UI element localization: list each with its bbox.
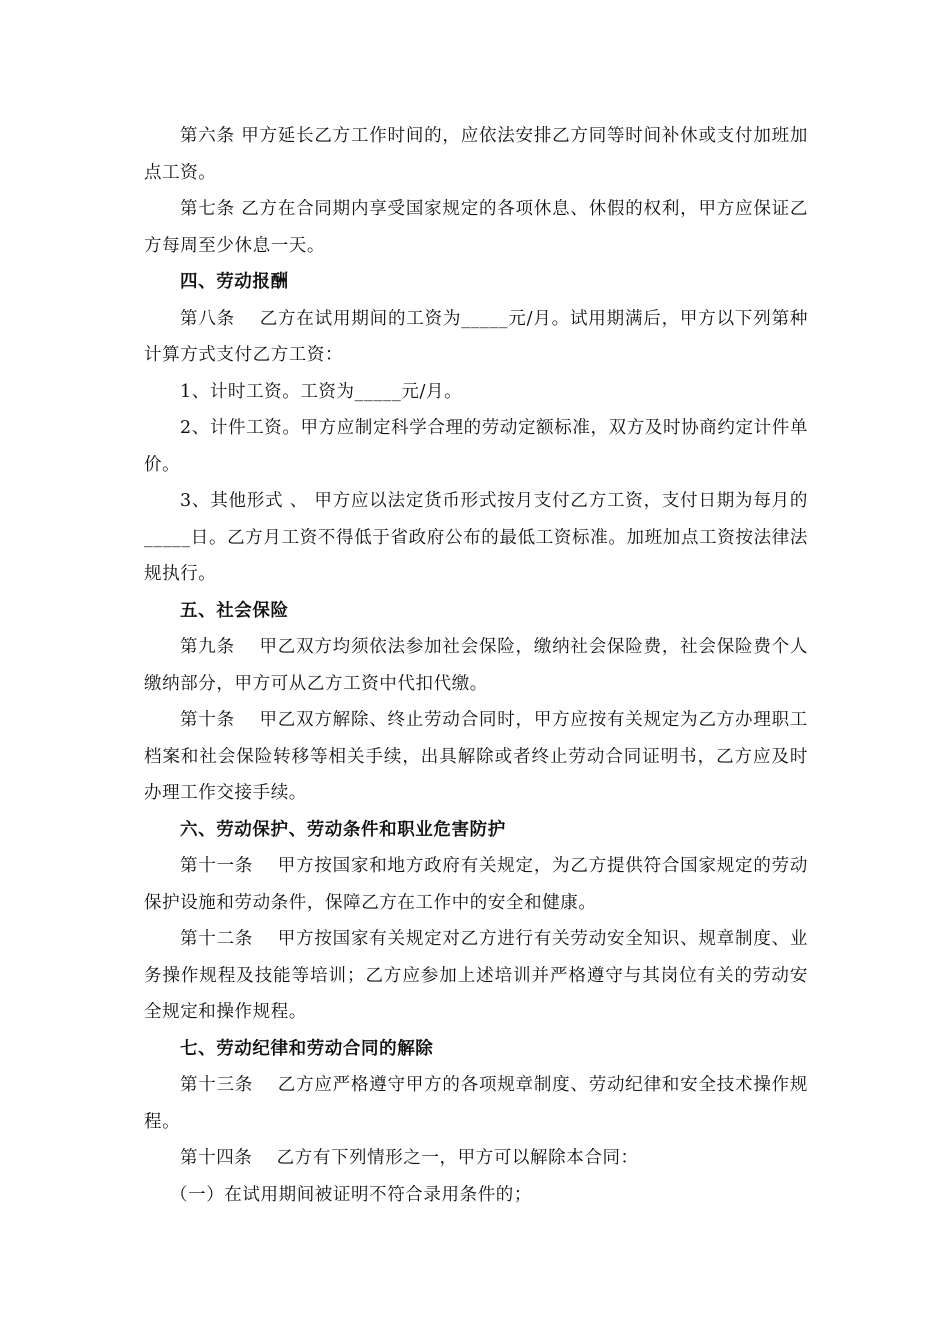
clause-paragraph: 第七条 乙方在合同期内享受国家规定的各项休息、休假的权利，甲方应保证乙方每周至少休息一天。 bbox=[144, 199, 808, 256]
clause-paragraph: 1、计时工资。工资为_____元/月。 bbox=[180, 381, 463, 402]
clause-paragraph: （一）在试用期间被证明不符合录用条件的； bbox=[170, 1184, 532, 1205]
section-heading: 六、劳动保护、劳动条件和职业危害防护 bbox=[180, 819, 506, 840]
clause-paragraph: 3、其他形式 、 甲方应以法定货币形式按月支付乙方工资，支付日期为每月的_____日。乙方月工资不得低于省政府公布的最低工资标准。加班加点工资按法律法规执行。 bbox=[144, 491, 808, 584]
section-heading: 五、社会保险 bbox=[180, 600, 289, 621]
clause-paragraph: 第十一条 甲方按国家和地方政府有关规定，为乙方提供符合国家规定的劳动保护设施和劳动条件，保障乙方在工作中的安全和健康。 bbox=[144, 856, 808, 913]
section-heading: 四、劳动报酬 bbox=[180, 272, 289, 292]
section-heading: 七、劳动纪律和劳动合同的解除 bbox=[180, 1038, 434, 1059]
clause-paragraph: 第十三条 乙方应严格遵守甲方的各项规章制度、劳动纪律和安全技术操作规程。 bbox=[144, 1075, 808, 1132]
clause-paragraph: 第十四条 乙方有下列情形之一，甲方可以解除本合同： bbox=[180, 1148, 639, 1168]
document-page bbox=[144, 118, 808, 1213]
clause-paragraph: 2、计件工资。甲方应制定科学合理的劳动定额标准，双方及时协商约定计件单价。 bbox=[144, 418, 808, 475]
clause-paragraph: 第九条 甲乙双方均须依法参加社会保险，缴纳社会保险费，社会保险费个人缴纳部分，甲方可从乙方工资中代扣代缴。 bbox=[144, 637, 808, 694]
clause-paragraph: 第八条 乙方在试用期间的工资为_____元/月。试用期满后，甲方以下列第种计算方式支付乙方工资： bbox=[144, 308, 808, 365]
clause-paragraph: 第十条 甲乙双方解除、终止劳动合同时，甲方应按有关规定为乙方办理职工档案和社会保险转移等相关手续，出具解除或者终止劳动合同证明书，乙方应及时办理工作交接手续。 bbox=[144, 710, 808, 803]
clause-paragraph: 第六条 甲方延长乙方工作时间的，应依法安排乙方同等时间补休或支付加班加点工资。 bbox=[144, 126, 808, 183]
clause-paragraph: 第十二条 甲方按国家有关规定对乙方进行有关劳动安全知识、规章制度、业务操作规程及技能等培训；乙方应参加上述培训并严格遵守与其岗位有关的劳动安全规定和操作规程。 bbox=[144, 929, 808, 1022]
